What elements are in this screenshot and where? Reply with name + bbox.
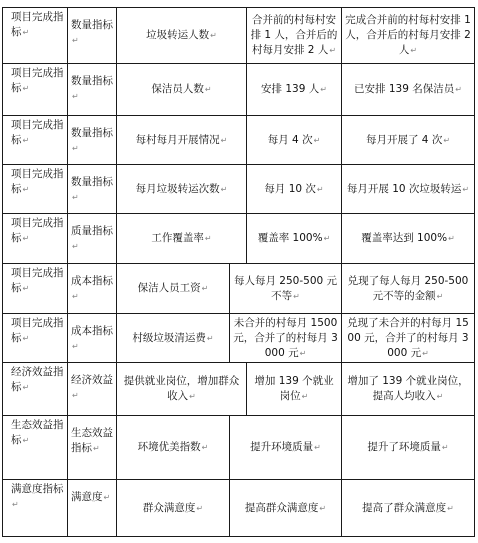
paragraph-mark-icon: ↵ — [22, 436, 30, 445]
paragraph-mark-icon: ↵ — [410, 46, 418, 55]
paragraph-mark-icon: ↵ — [22, 234, 30, 243]
paragraph-mark-icon: ↵ — [422, 348, 429, 358]
table-cell-2 — [68, 314, 116, 362]
cell-text: 数量指标↵ — [71, 176, 113, 202]
paragraph-mark-icon: ↵ — [22, 284, 30, 293]
cell-text: 覆盖率 100%↵ — [257, 232, 331, 244]
cell-text: 项目完成指标↵ — [11, 267, 64, 294]
paragraph-mark-icon: ↵ — [316, 184, 324, 194]
paragraph-mark-icon: ↵ — [22, 185, 30, 194]
cell-text: 经济效益↵ — [71, 374, 113, 400]
table-cell-1 — [3, 214, 67, 263]
table-cell-1 — [3, 480, 67, 536]
cell-text: 项目完成指标↵ — [11, 168, 64, 195]
table-cell-1 — [3, 264, 67, 313]
paragraph-mark-icon: ↵ — [201, 284, 209, 293]
cell-text: 生态效益指标↵ — [71, 427, 113, 454]
cell-text: 提高群众满意度↵ — [244, 501, 327, 514]
table-cell-5 — [342, 314, 474, 362]
paragraph-mark-icon: ↵ — [299, 348, 307, 358]
table-cell-3 — [117, 165, 246, 213]
table-cell-5 — [342, 416, 474, 479]
cell-text: 项目完成指标↵ — [11, 317, 64, 344]
cell-text: 项目完成指标↵ — [11, 67, 64, 94]
table-cell-1 — [3, 416, 67, 479]
cell-text: 每月开展 10 次垃圾转运↵ — [346, 182, 470, 195]
table-cell-3 — [117, 8, 246, 63]
cell-text: 满意度指标↵ — [11, 483, 64, 509]
table-cell-3 — [117, 116, 246, 164]
paragraph-mark-icon: ↵ — [441, 443, 449, 452]
cell-text: 质量指标↵ — [71, 225, 113, 251]
table-cell-4 — [230, 416, 341, 479]
paragraph-mark-icon: ↵ — [323, 234, 331, 243]
cell-text: 数量指标↵ — [71, 127, 113, 153]
cell-text: 项目完成指标↵ — [11, 217, 64, 244]
cell-text: 每村每月开展情况↵ — [135, 133, 228, 146]
paragraph-mark-icon: ↵ — [436, 291, 444, 301]
cell-text: 环境优美指数↵ — [137, 441, 209, 453]
cell-text: 提供就业岗位，增加群众收入↵ — [123, 375, 240, 402]
cell-text: 村级垃圾清运费↵ — [132, 331, 214, 344]
cell-text: 提高了群众满意度↵ — [362, 501, 454, 514]
paragraph-mark-icon: ↵ — [189, 392, 196, 401]
cell-text: 保洁员人数↵ — [151, 83, 212, 95]
table-cell-4 — [230, 480, 341, 536]
table-cell-2 — [68, 116, 116, 164]
table-cell-1 — [3, 8, 67, 63]
table-cell-5 — [342, 480, 474, 536]
table-cell-4 — [247, 64, 341, 115]
paragraph-mark-icon: ↵ — [204, 234, 212, 243]
table-cell-1 — [3, 64, 67, 115]
table-cell-5 — [342, 214, 474, 263]
table-cell-2 — [68, 165, 116, 213]
cell-text: 数量指标↵ — [71, 75, 113, 101]
cell-text: 经济效益指标↵ — [11, 366, 64, 393]
table-cell-2 — [68, 264, 116, 313]
paragraph-mark-icon: ↵ — [204, 85, 212, 94]
table-cell-1 — [3, 165, 67, 213]
cell-text: 提升了环境质量↵ — [367, 441, 449, 453]
cell-text: 每月垃圾转运次数↵ — [135, 182, 228, 195]
table-cell-4 — [247, 8, 341, 63]
table-cell-3 — [117, 314, 229, 362]
paragraph-mark-icon: ↵ — [72, 242, 79, 251]
table-cell-3 — [117, 480, 229, 536]
cell-text: 每人每月 250-500 元不等↵ — [233, 274, 338, 302]
table-cell-5 — [342, 264, 474, 313]
cell-text: 成本指标↵ — [71, 325, 113, 351]
paragraph-mark-icon: ↵ — [455, 85, 462, 94]
paragraph-mark-icon: ↵ — [436, 392, 444, 401]
paragraph-mark-icon: ↵ — [443, 135, 451, 145]
table-cell-4 — [230, 264, 341, 313]
paragraph-mark-icon: ↵ — [206, 333, 214, 343]
paragraph-mark-icon: ↵ — [313, 135, 321, 145]
table-cell-5 — [342, 8, 474, 63]
table-gridline — [2, 536, 475, 537]
cell-text: 项目完成指标↵ — [11, 119, 64, 146]
paragraph-mark-icon: ↵ — [22, 383, 30, 392]
paragraph-mark-icon: ↵ — [22, 136, 30, 145]
cell-text: 垃圾转运人数↵ — [146, 29, 217, 41]
paragraph-mark-icon: ↵ — [12, 500, 19, 509]
paragraph-mark-icon: ↵ — [210, 31, 217, 40]
paragraph-mark-icon: ↵ — [301, 392, 309, 401]
paragraph-mark-icon: ↵ — [22, 84, 30, 93]
table-cell-3 — [117, 363, 246, 415]
paragraph-mark-icon: ↵ — [293, 291, 300, 301]
cell-text: 项目完成指标↵ — [11, 11, 64, 38]
cell-text: 完成合并前的村每村安排 1 人，合并后的村每月安排 2 人↵ — [345, 14, 471, 56]
paragraph-mark-icon: ↵ — [93, 444, 100, 453]
paragraph-mark-icon: ↵ — [220, 135, 228, 145]
cell-text: 已安排 139 名保洁员↵ — [354, 83, 462, 95]
paragraph-mark-icon: ↵ — [72, 36, 79, 45]
paragraph-mark-icon: ↵ — [448, 234, 455, 243]
table-cell-1 — [3, 314, 67, 362]
cell-text: 兑现了每人每月 250-500 元不等的金额↵ — [347, 274, 469, 302]
paragraph-mark-icon: ↵ — [72, 292, 79, 301]
paragraph-mark-icon: ↵ — [22, 334, 30, 343]
table-cell-2 — [68, 416, 116, 479]
table-cell-1 — [3, 116, 67, 164]
table-cell-2 — [68, 8, 116, 63]
cell-text: 数量指标↵ — [71, 19, 113, 45]
paragraph-mark-icon: ↵ — [462, 184, 470, 194]
cell-text: 安排 139 人↵ — [261, 83, 327, 95]
paragraph-mark-icon: ↵ — [220, 184, 228, 194]
table-cell-1 — [3, 363, 67, 415]
cell-text: 覆盖率达到 100%↵ — [361, 232, 455, 244]
paragraph-mark-icon: ↵ — [72, 144, 79, 153]
table-cell-3 — [117, 214, 246, 263]
paragraph-mark-icon: ↵ — [72, 193, 79, 202]
cell-text: 工作覆盖率↵ — [151, 232, 212, 244]
cell-text: 增加 139 个就业岗位↵ — [254, 375, 334, 402]
paragraph-mark-icon: ↵ — [329, 46, 337, 55]
table-cell-5 — [342, 165, 474, 213]
table-cell-2 — [68, 64, 116, 115]
paragraph-mark-icon: ↵ — [72, 92, 79, 101]
cell-text: 保洁人员工资↵ — [137, 282, 209, 294]
table-gridline — [474, 7, 475, 537]
table-cell-5 — [342, 64, 474, 115]
cell-text: 生态效益指标↵ — [11, 419, 64, 446]
table-cell-2 — [68, 363, 116, 415]
table-cell-4 — [247, 116, 341, 164]
table-cell-2 — [68, 214, 116, 263]
cell-text: 未合并的村每月 1500 元，合并了的村每月 3000 元↵ — [233, 316, 338, 359]
cell-text: 每月 4 次↵ — [267, 133, 321, 146]
cell-text: 提升环境质量↵ — [250, 441, 321, 453]
cell-text: 成本指标↵ — [71, 275, 113, 301]
table-cell-3 — [117, 416, 229, 479]
cell-text: 增加了 139 个就业岗位，提高人均收入↵ — [347, 375, 469, 402]
paragraph-mark-icon: ↵ — [320, 85, 327, 94]
paragraph-mark-icon: ↵ — [201, 443, 209, 452]
table-cell-3 — [117, 264, 229, 313]
cell-text: 每月 10 次↵ — [264, 182, 324, 195]
table-cell-4 — [230, 314, 341, 362]
paragraph-mark-icon: ↵ — [103, 493, 111, 502]
table-cell-4 — [247, 363, 341, 415]
table-cell-5 — [342, 116, 474, 164]
cell-text: 群众满意度↵ — [142, 501, 204, 514]
paragraph-mark-icon: ↵ — [196, 503, 204, 513]
table-cell-4 — [247, 214, 341, 263]
paragraph-mark-icon: ↵ — [447, 503, 454, 513]
table-cell-2 — [68, 480, 116, 536]
paragraph-mark-icon: ↵ — [72, 391, 79, 400]
paragraph-mark-icon: ↵ — [22, 28, 30, 37]
cell-text: 兑现了未合并的村每月 1500 元，合并了的村每月 3000 元↵ — [347, 316, 469, 359]
cell-text: 合并前的村每村安排 1 人，合并后的村每月安排 2 人↵ — [250, 14, 338, 56]
table-cell-5 — [342, 363, 474, 415]
paragraph-mark-icon: ↵ — [72, 342, 79, 351]
table-cell-3 — [117, 64, 246, 115]
cell-text: 每月开展了 4 次↵ — [365, 133, 451, 146]
cell-text: 满意度↵ — [71, 491, 111, 503]
paragraph-mark-icon: ↵ — [319, 503, 327, 513]
table-cell-4 — [247, 165, 341, 213]
paragraph-mark-icon: ↵ — [314, 443, 321, 452]
